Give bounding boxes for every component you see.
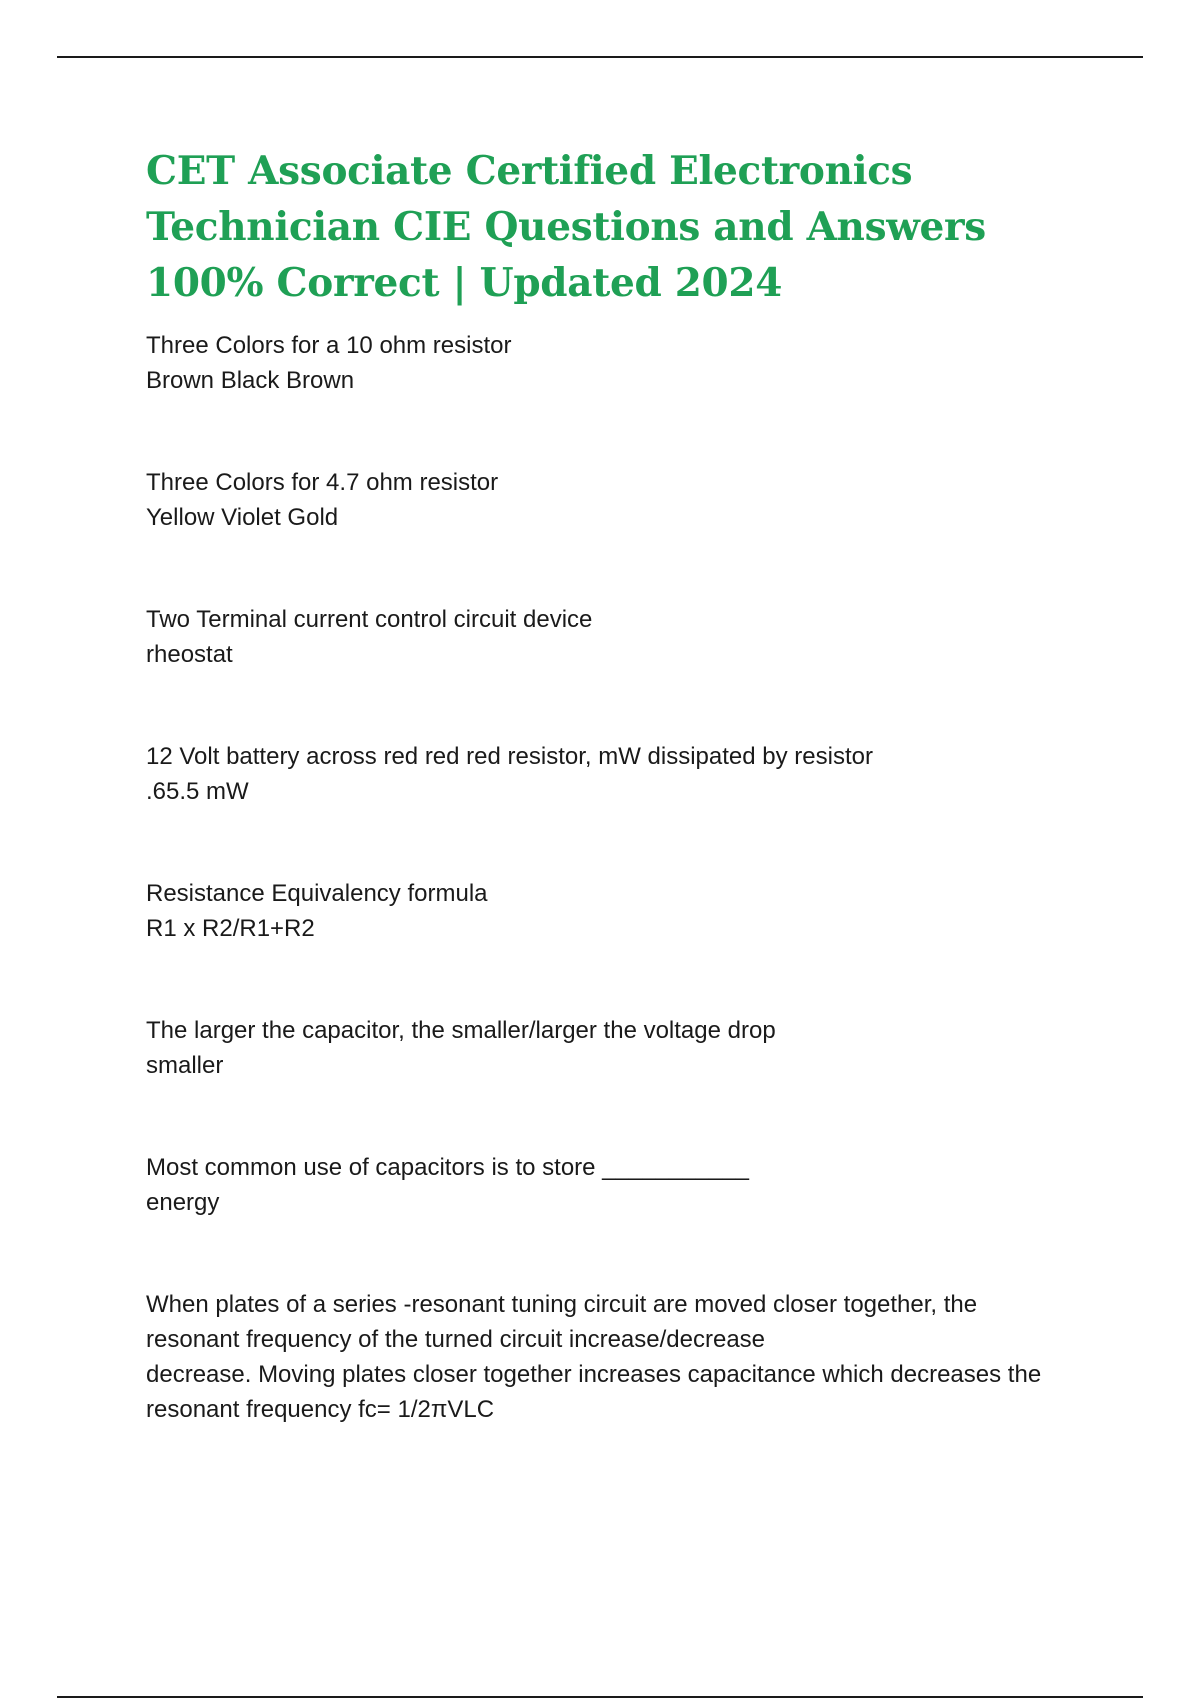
answer-text: R1 x R2/R1+R2 <box>146 915 315 942</box>
answer-text: Yellow Violet Gold <box>146 504 339 531</box>
answer-text: Brown Black Brown <box>146 367 355 394</box>
header-rule <box>57 56 1143 58</box>
qa-item <box>146 1013 1076 1083</box>
answer-text: smaller <box>146 1052 224 1079</box>
question-text: When plates of a series -resonant tuning circuit are moved closer together, the resonant frequency of the turned circuit increase/decrease <box>146 1291 978 1353</box>
question-text: Two Terminal current control circuit device <box>146 606 593 633</box>
qa-item <box>146 1150 1076 1220</box>
question-text: Resistance Equivalency formula <box>146 880 488 907</box>
qa-item <box>146 602 1076 672</box>
document-title: CET Associate Certified Electronics Technician CIE Questions and Answers 100% Correct | Updated 2024 <box>146 148 986 306</box>
qa-item <box>146 876 1076 946</box>
footer-rule <box>57 1696 1143 1698</box>
question-text: 12 Volt battery across red red red resistor, mW dissipated by resistor <box>146 743 873 770</box>
qa-item <box>146 465 1076 535</box>
question-text: The larger the capacitor, the smaller/larger the voltage drop <box>146 1017 776 1044</box>
question-text: Three Colors for a 10 ohm resistor <box>146 332 512 359</box>
document-body <box>146 143 1076 1427</box>
answer-text: .65.5 mW <box>146 778 249 805</box>
qa-item <box>146 739 1076 809</box>
question-text: Three Colors for 4.7 ohm resistor <box>146 469 499 496</box>
question-text: Most common use of capacitors is to store ___________ <box>146 1154 749 1181</box>
answer-text: energy <box>146 1189 220 1216</box>
answer-text: decrease. Moving plates closer together increases capacitance which decreases the resonant frequency fc= 1/2πVLC <box>146 1361 1042 1423</box>
qa-item <box>146 1287 1076 1427</box>
qa-item <box>146 328 1076 398</box>
answer-text: rheostat <box>146 641 233 668</box>
